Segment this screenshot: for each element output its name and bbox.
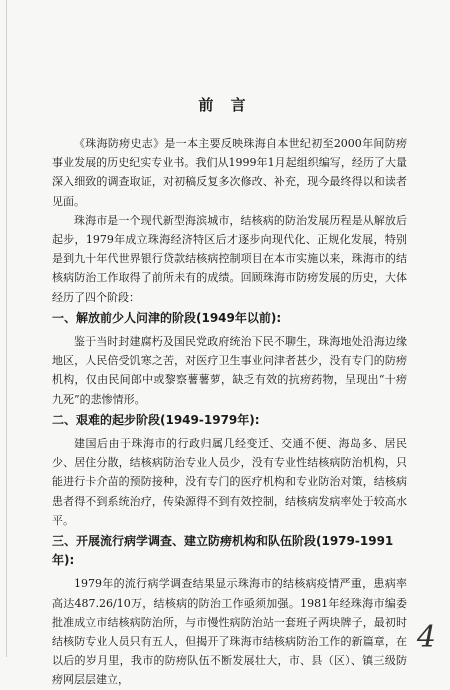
section-2-text: 建国后由于珠海市的行政归属几经变迁、交通不便、海岛多、居民少、居住分散，结核病防治专业人员少，没有专业性结核病防治机构，只能进行卡介苗的预防接种，没有专门的医疗机构和专业防治对策，结核病患者得不到系统治疗，传染源得不到有效控制，结核病发病率处于较高水平。 [52, 437, 407, 527]
page-number: 4 [416, 620, 436, 655]
section-2-heading: 二、艰难的起步阶段(1949-1979年): [52, 412, 260, 427]
section-3-heading: 三、开展流行病学调查、建立防痨机构和队伍阶段(1979-1991年): [52, 534, 394, 568]
section-1-heading: 一、解放前少人问津的阶段(1949年以前): [52, 310, 282, 325]
intro-paragraph-1: 《珠海防痨史志》是一本主要反映珠海自本世纪初至2000年间防痨事业发展的历史纪实专业书。我们从1999年1月起组织编写，经历了大量深入细致的调查取证，对初稿反复多次修改、补充，现今最终得以和读者见面。 [52, 137, 407, 208]
intro-paragraph-2: 珠海市是一个现代新型海滨城市，结核病的防治发展历程是从解放后起步，1979年成立珠海经济特区后才逐步向现代化、正规化发展，特别是到九十年代世界银行贷款结核病控制项目在本市实施以来，珠海市的结核病防治工作取得了前所未有的成绩。回顾珠海市防痨发展的历史，大体经历了四个阶段： [52, 213, 407, 304]
page-title: 前 言 [198, 96, 252, 114]
body-text [52, 134, 407, 690]
section-1-text: 鉴于当时封建腐朽及国民党政府统治下民不聊生，珠海地处沿海边缘地区，人民倍受饥寒之苦，对医疗卫生事业问津者甚少，没有专门的防痨机构，仅由民间郎中或黎察薯薯萝，缺乏有效的抗痨药物，呈现出“十痨九死”的悲惨情形。 [52, 335, 407, 406]
section-3-text: 1979年的流行病学调查结果显示珠海市的结核病疫情严重，患病率高达487.26/10万，结核病的防治工作亟须加强。1981年经珠海市编委批准成立市结核病防治所，与市慢性病防治站一套班子两块牌子，最初时结核防专业人员只有五人，但揭开了珠海市结核病防治工作的新篇章，在以后的岁月里，我市的防痨队伍不断发展壮大，市、县（区）、镇三级防痨网层层建立， [52, 577, 407, 687]
